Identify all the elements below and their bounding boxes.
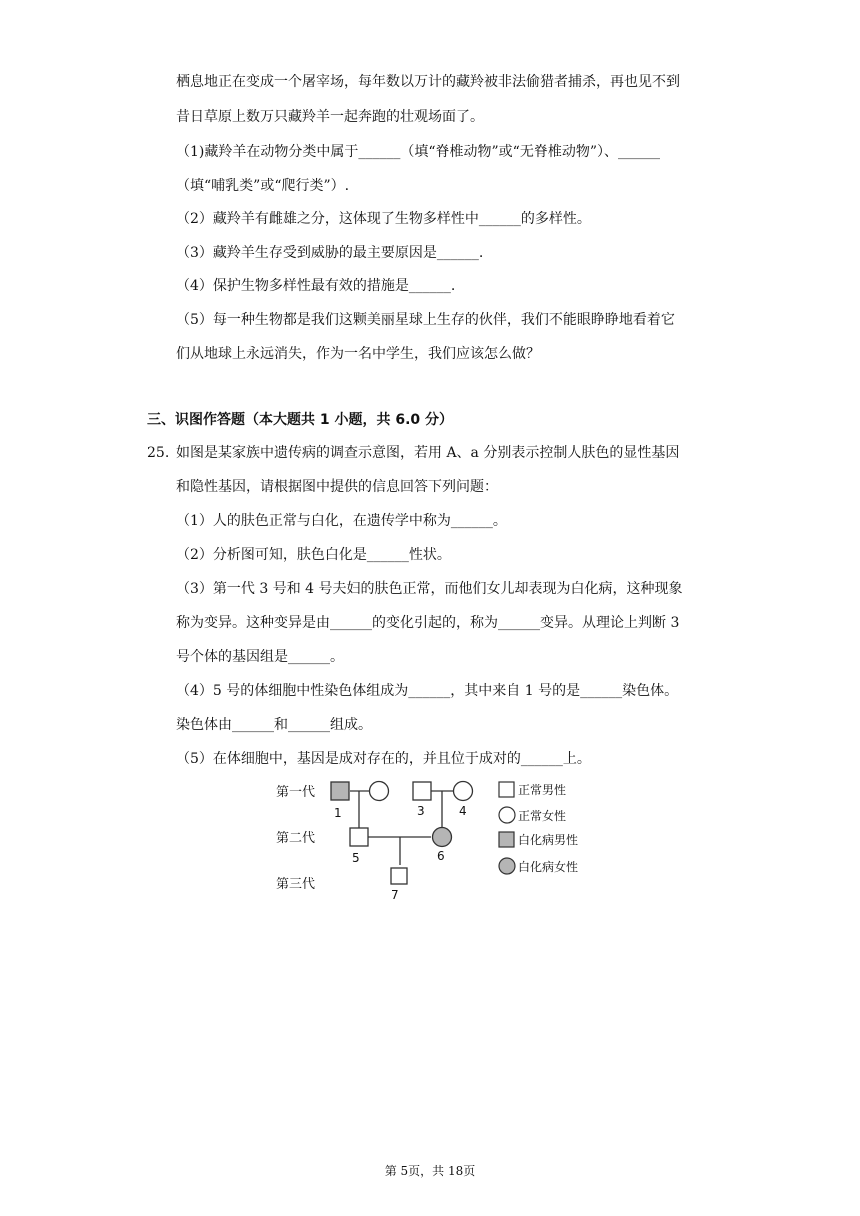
individual-6-affected-female — [433, 828, 452, 847]
individual-5-normal-male — [350, 828, 368, 846]
individual-number-3: 3 — [417, 804, 425, 818]
q25-sub-3-cont2: 号个体的基因组是______。 — [176, 649, 344, 665]
legend-normal-male-symbol — [499, 782, 514, 797]
generation-label-2: 第二代 — [276, 831, 316, 846]
q-sub-5: （5）每一种生物都是我们这颗美丽星球上生存的伙伴，我们不能眼睁睁地看着它 — [176, 312, 675, 328]
q-sub-5-cont: 们从地球上永远消失，作为一名中学生，我们应该怎么做？ — [176, 346, 540, 362]
legend-affected-female-label: 白化病女性 — [518, 860, 579, 874]
q25-sub-4-cont: 染色体由______和______组成。 — [176, 717, 372, 733]
q25-stem-2: 和隐性基因，请根据图中提供的信息回答下列问题： — [176, 479, 498, 495]
q-sub-1: （1)藏羚羊在动物分类中属于______（填“脊椎动物”或“无脊椎动物”）、______ — [176, 144, 660, 160]
q25-sub-4: （4）5 号的体细胞中性染色体组成为______，其中来自 1 号的是______染色体。 — [176, 683, 679, 699]
passage-line-2: 昔日草原上数万只藏羚羊一起奔跑的壮观场面了。 — [176, 109, 484, 125]
q25-stem-1: 如图是某家族中遗传病的调查示意图，若用 A、a 分别表示控制人肤色的显性基因 — [176, 445, 680, 461]
individual-number-5: 5 — [352, 851, 360, 865]
q25-number: 25. — [147, 445, 170, 461]
legend-affected-male-label: 白化病男性 — [518, 833, 579, 847]
legend-normal-male-label: 正常男性 — [518, 783, 567, 797]
legend-normal-female-symbol — [499, 807, 515, 823]
q25-sub-5: （5）在体细胞中，基因是成对存在的，并且位于成对的______上。 — [176, 751, 591, 767]
q-sub-4: （4）保护生物多样性最有效的措施是______. — [176, 278, 456, 294]
pedigree-diagram — [270, 775, 600, 905]
individual-3-normal-male — [413, 782, 431, 800]
legend-affected-female-symbol — [499, 858, 515, 874]
individual-1-affected-male — [331, 782, 349, 800]
q25-sub-3-cont: 称为变异。这种变异是由______的变化引起的，称为______变异。从理论上判断 3 — [176, 615, 680, 631]
q-sub-1-cont: （填“哺乳类”或“爬行类”）. — [176, 178, 350, 194]
legend-affected-male-symbol — [499, 832, 514, 847]
page-footer: 第 5页，共 18页 — [384, 1164, 476, 1178]
individual-2-normal-female — [370, 782, 389, 801]
generation-label-1: 第一代 — [276, 785, 316, 800]
individual-number-1: 1 — [334, 806, 342, 820]
legend-normal-female-label: 正常女性 — [518, 809, 567, 823]
generation-label-3: 第三代 — [276, 877, 316, 892]
individual-number-7: 7 — [391, 888, 399, 902]
q-sub-2: （2）藏羚羊有雌雄之分，这体现了生物多样性中______的多样性。 — [176, 211, 591, 227]
section-title: 三、识图作答题（本大题共 1 小题，共 6.0 分） — [147, 412, 454, 428]
individual-number-4: 4 — [459, 804, 467, 818]
individual-7-normal-male — [391, 868, 407, 884]
q-sub-3: （3）藏羚羊生存受到威胁的最主要原因是______. — [176, 245, 484, 261]
q25-sub-2: （2）分析图可知，肤色白化是______性状。 — [176, 547, 451, 563]
individual-4-normal-female — [454, 782, 473, 801]
individual-number-6: 6 — [437, 849, 445, 863]
q25-sub-3: （3）第一代 3 号和 4 号夫妇的肤色正常，而他们女儿却表现为白化病，这种现象 — [176, 581, 683, 597]
q25-sub-1: （1）人的肤色正常与白化，在遗传学中称为______。 — [176, 513, 507, 529]
passage-line-1: 栖息地正在变成一个屠宰场，每年数以万计的藏羚被非法偷猎者捕杀，再也见不到 — [176, 74, 680, 90]
